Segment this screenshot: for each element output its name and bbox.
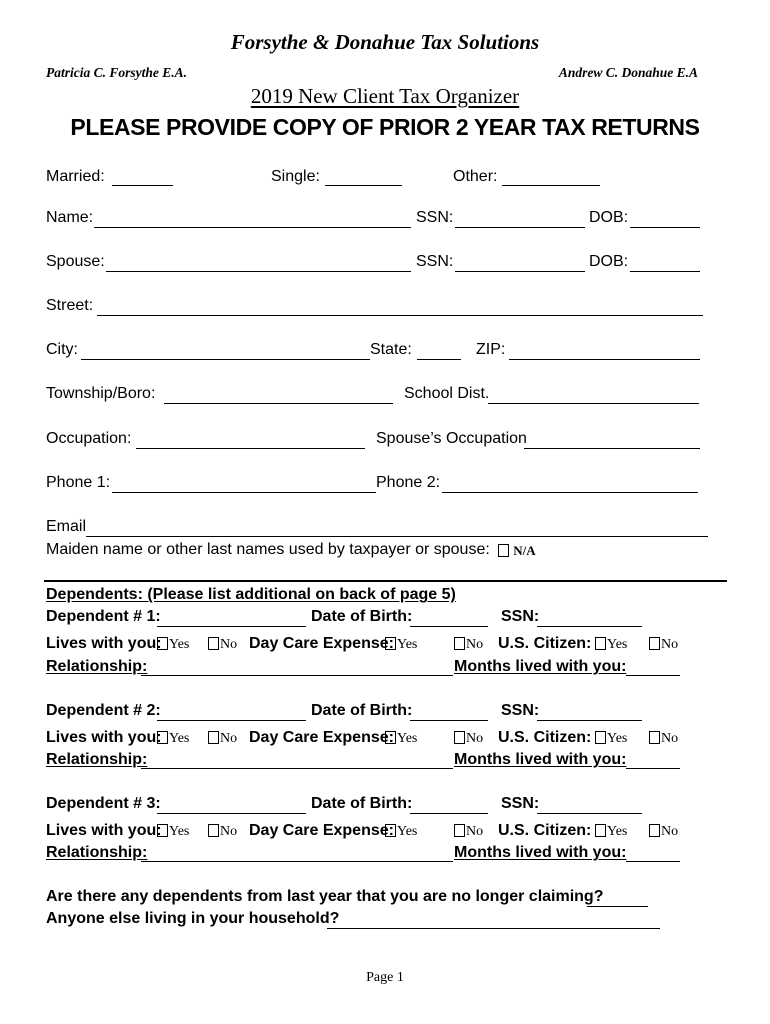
other-field[interactable] <box>502 185 600 186</box>
yes-label: Yes <box>169 637 190 652</box>
dependent-2-daycare-no[interactable] <box>454 731 483 747</box>
dependent-3-relationship-label: Relationship: <box>46 844 148 861</box>
dependent-2-ssn-label: SSN: <box>501 702 540 719</box>
dependent-2-daycare-yes[interactable] <box>385 731 417 747</box>
state-field[interactable] <box>417 359 461 360</box>
organizer-title: 2019 New Client Tax Organizer <box>250 84 520 108</box>
dependent-3-name-field[interactable] <box>157 813 306 814</box>
dependent-1-dob-field[interactable] <box>410 626 488 627</box>
checkbox-icon[interactable] <box>595 731 606 744</box>
checkbox-icon[interactable] <box>649 637 660 650</box>
dependent-1-relationship-label: Relationship: <box>46 658 148 675</box>
dependent-3-ssn-field[interactable] <box>537 813 642 814</box>
dependent-3-months-field[interactable] <box>626 861 680 862</box>
dependent-1-lives-with-label: Lives with you: <box>46 635 162 652</box>
checkbox-icon[interactable] <box>649 824 660 837</box>
dependent-1-label: Dependent # 1: <box>46 608 161 625</box>
no-label: No <box>661 824 679 839</box>
checkbox-icon[interactable] <box>157 824 168 837</box>
dependents-heading: Dependents: (Please list additional on back of page 5) <box>46 586 456 603</box>
zip-label: ZIP: <box>476 341 506 358</box>
dependent-1-dob-label: Date of Birth: <box>311 608 413 625</box>
dependent-2-relationship-field[interactable] <box>141 768 453 769</box>
checkbox-icon[interactable] <box>385 637 396 650</box>
other-label: Other: <box>453 168 498 185</box>
township-field[interactable] <box>164 403 393 404</box>
maiden-name-label: Maiden name or other last names used by taxpayer or spouse: <box>46 541 490 558</box>
dependent-2-name-field[interactable] <box>157 720 306 721</box>
na-label: N/A <box>513 543 536 558</box>
school-dist-label: School Dist. <box>404 385 490 402</box>
prior-returns-headline: PLEASE PROVIDE COPY OF PRIOR 2 YEAR TAX RETURNS <box>70 114 700 140</box>
yes-label: Yes <box>397 731 418 746</box>
dependent-1-ssn-field[interactable] <box>537 626 642 627</box>
yes-label: Yes <box>607 824 628 839</box>
dependent-3-relationship-field[interactable] <box>141 861 453 862</box>
maiden-na-option[interactable] <box>498 543 536 559</box>
household-question: Anyone else living in your household? <box>46 910 340 927</box>
spouse-ssn-label: SSN: <box>416 253 454 270</box>
occupation-label: Occupation: <box>46 430 132 447</box>
dependent-2-ssn-field[interactable] <box>537 720 642 721</box>
dependent-3-citizen-label: U.S. Citizen: <box>498 822 592 839</box>
street-field[interactable] <box>97 315 703 316</box>
name-label: Name: <box>46 209 94 226</box>
dependent-2-lives-with-label: Lives with you: <box>46 729 162 746</box>
school-dist-field[interactable] <box>488 403 699 404</box>
no-label: No <box>220 637 238 652</box>
dependent-3-daycare-no[interactable] <box>454 824 483 840</box>
dependent-2-citizen-yes[interactable] <box>595 731 627 747</box>
checkbox-icon[interactable] <box>454 731 465 744</box>
occupation-field[interactable] <box>136 448 365 449</box>
single-label: Single: <box>271 168 320 185</box>
checkbox-icon[interactable] <box>595 824 606 837</box>
dependent-2-label: Dependent # 2: <box>46 702 161 719</box>
household-field[interactable] <box>327 928 660 929</box>
no-label: No <box>466 731 484 746</box>
phone2-field[interactable] <box>442 492 698 493</box>
page-number: Page 1 <box>366 970 404 985</box>
dependent-3-months-label: Months lived with you: <box>454 844 627 861</box>
married-field[interactable] <box>112 185 173 186</box>
yes-label: Yes <box>169 824 190 839</box>
single-field[interactable] <box>325 185 402 186</box>
prior-dependents-question: Are there any dependents from last year that you are no longer claiming? <box>46 888 604 905</box>
yes-label: Yes <box>397 824 418 839</box>
checkbox-icon[interactable] <box>157 731 168 744</box>
name-ssn-label: SSN: <box>416 209 454 226</box>
checkbox-icon[interactable] <box>454 637 465 650</box>
dependent-2-dob-field[interactable] <box>410 720 488 721</box>
dependent-1-ssn-label: SSN: <box>501 608 540 625</box>
partner-right: Andrew C. Donahue E.A <box>558 65 698 80</box>
dependent-3-label: Dependent # 3: <box>46 795 161 812</box>
dependent-3-lives-with-label: Lives with you: <box>46 822 162 839</box>
spouse-ssn-field[interactable] <box>455 271 585 272</box>
checkbox-icon[interactable] <box>208 637 219 650</box>
dependent-2-daycare-label: Day Care Expense: <box>249 729 394 746</box>
dependent-1-citizen-no[interactable] <box>649 637 678 653</box>
dependent-1-name-field[interactable] <box>157 626 306 627</box>
name-dob-field[interactable] <box>630 227 700 228</box>
dependent-3-dob-field[interactable] <box>410 813 488 814</box>
dependent-3-dob-label: Date of Birth: <box>311 795 413 812</box>
dependent-2-citizen-no[interactable] <box>649 731 678 747</box>
checkbox-icon[interactable] <box>595 637 606 650</box>
dependent-1-citizen-yes[interactable] <box>595 637 627 653</box>
dependent-1-lives-no[interactable] <box>208 637 237 653</box>
dependent-2-months-label: Months lived with you: <box>454 751 627 768</box>
dependent-1-months-label: Months lived with you: <box>454 658 627 675</box>
township-label: Township/Boro: <box>46 385 156 402</box>
dependent-3-citizen-no[interactable] <box>649 824 678 840</box>
dependent-1-relationship-field[interactable] <box>141 675 453 676</box>
dependent-1-lives-yes[interactable] <box>157 637 189 653</box>
yes-label: Yes <box>607 637 628 652</box>
no-label: No <box>220 731 238 746</box>
dependent-3-lives-yes[interactable] <box>157 824 189 840</box>
yes-label: Yes <box>607 731 628 746</box>
spouse-occupation-label: Spouse’s Occupation <box>376 430 527 447</box>
dependent-2-months-field[interactable] <box>626 768 680 769</box>
prior-dependents-field[interactable] <box>587 906 648 907</box>
zip-field[interactable] <box>509 359 700 360</box>
no-label: No <box>220 824 238 839</box>
checkbox-icon[interactable] <box>208 824 219 837</box>
na-checkbox[interactable] <box>498 544 509 557</box>
phone2-label: Phone 2: <box>376 474 441 491</box>
spouse-label: Spouse: <box>46 253 105 270</box>
yes-label: Yes <box>169 731 190 746</box>
checkbox-icon[interactable] <box>208 731 219 744</box>
email-label: Email <box>46 518 87 535</box>
state-label: State: <box>370 341 412 358</box>
dependent-3-lives-no[interactable] <box>208 824 237 840</box>
no-label: No <box>661 637 679 652</box>
married-label: Married: <box>46 168 105 185</box>
checkbox-icon[interactable] <box>649 731 660 744</box>
no-label: No <box>466 637 484 652</box>
city-field[interactable] <box>81 359 370 360</box>
name-dob-label: DOB: <box>589 209 629 226</box>
name-field[interactable] <box>94 227 411 228</box>
dependent-1-daycare-no[interactable] <box>454 637 483 653</box>
street-label: Street: <box>46 297 94 314</box>
dependent-3-ssn-label: SSN: <box>501 795 540 812</box>
checkbox-icon[interactable] <box>157 637 168 650</box>
no-label: No <box>661 731 679 746</box>
dependent-2-citizen-label: U.S. Citizen: <box>498 729 592 746</box>
email-field[interactable] <box>86 536 708 537</box>
spouse-occupation-field[interactable] <box>524 448 700 449</box>
phone1-label: Phone 1: <box>46 474 111 491</box>
checkbox-icon[interactable] <box>385 731 396 744</box>
dependent-3-daycare-yes[interactable] <box>385 824 417 840</box>
partner-left: Patricia C. Forsythe E.A. <box>46 65 188 80</box>
firm-name: Forsythe & Donahue Tax Solutions <box>230 30 540 54</box>
dependent-1-citizen-label: U.S. Citizen: <box>498 635 592 652</box>
spouse-dob-field[interactable] <box>630 271 700 272</box>
spouse-dob-label: DOB: <box>589 253 629 270</box>
checkbox-icon[interactable] <box>385 824 396 837</box>
dependent-2-dob-label: Date of Birth: <box>311 702 413 719</box>
spouse-field[interactable] <box>106 271 411 272</box>
dependent-1-months-field[interactable] <box>626 675 680 676</box>
dependent-1-daycare-label: Day Care Expense: <box>249 635 394 652</box>
yes-label: Yes <box>397 637 418 652</box>
dependent-2-relationship-label: Relationship: <box>46 751 148 768</box>
name-ssn-field[interactable] <box>455 227 585 228</box>
section-divider <box>44 580 727 582</box>
dependent-1-daycare-yes[interactable] <box>385 637 417 653</box>
city-label: City: <box>46 341 78 358</box>
phone1-field[interactable] <box>112 492 376 493</box>
dependent-3-daycare-label: Day Care Expense: <box>249 822 394 839</box>
dependent-3-citizen-yes[interactable] <box>595 824 627 840</box>
no-label: No <box>466 824 484 839</box>
dependent-2-lives-yes[interactable] <box>157 731 189 747</box>
dependent-2-lives-no[interactable] <box>208 731 237 747</box>
checkbox-icon[interactable] <box>454 824 465 837</box>
